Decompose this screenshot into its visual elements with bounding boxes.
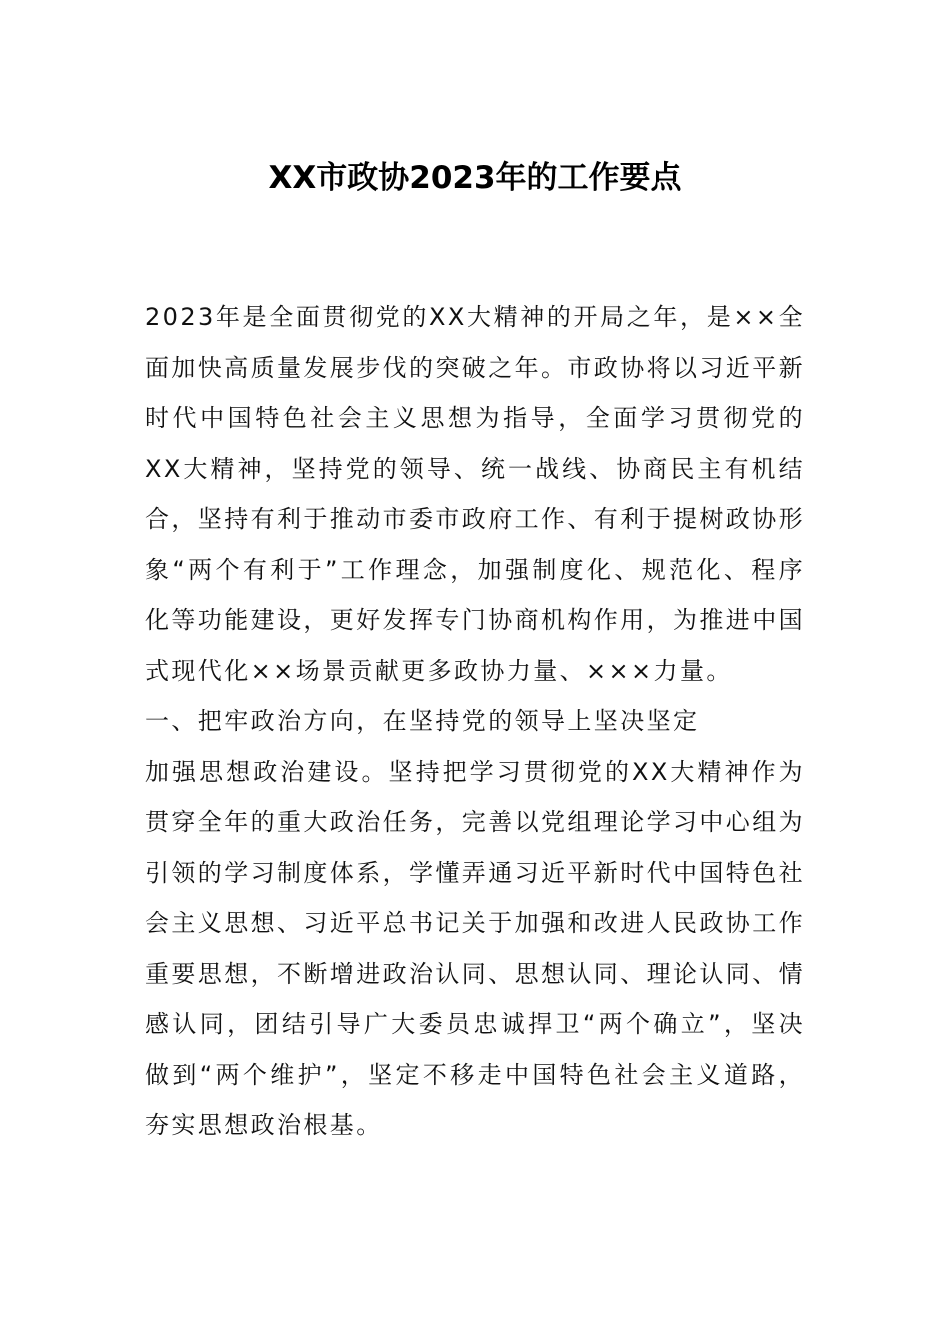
intro-paragraph: 2023年是全面贯彻党的XX大精神的开局之年，是××全面加快高质量发展步伐的突破之年。市政协将以习近平新时代中国特色社会主义思想为指导，全面学习贯彻党的XX大精神，坚持党的领导、统一战线、协商民主有机结合，坚持有利于推动市委市政府工作、有利于提树政协形象“两个有利于”工作理念，加强制度化、规范化、程序化等功能建设，更好发挥专门协商机构作用，为推进中国式现代化××场景贡献更多政协力量、×××力量。 [145, 303, 805, 685]
document-title: XX市政协2023年的工作要点 [268, 160, 682, 196]
document-body [145, 292, 805, 1151]
section-paragraph: 加强思想政治建设。坚持把学习贯彻党的XX大精神作为贯穿全年的重大政治任务，完善以党组理论学习中心组为引领的学习制度体系，学懂弄通习近平新时代中国特色社会主义思想、习近平总书记关于加强和改进人民政协工作重要思想，不断增进政治认同、思想认同、理论认同、情感认同，团结引导广大委员忠诚捍卫“两个确立”，坚决做到“两个维护”，坚定不移走中国特色社会主义道路，夯实思想政治根基。 [145, 757, 805, 1139]
section-heading: 一、把牢政治方向，在坚持党的领导上坚决坚定 [145, 707, 700, 735]
